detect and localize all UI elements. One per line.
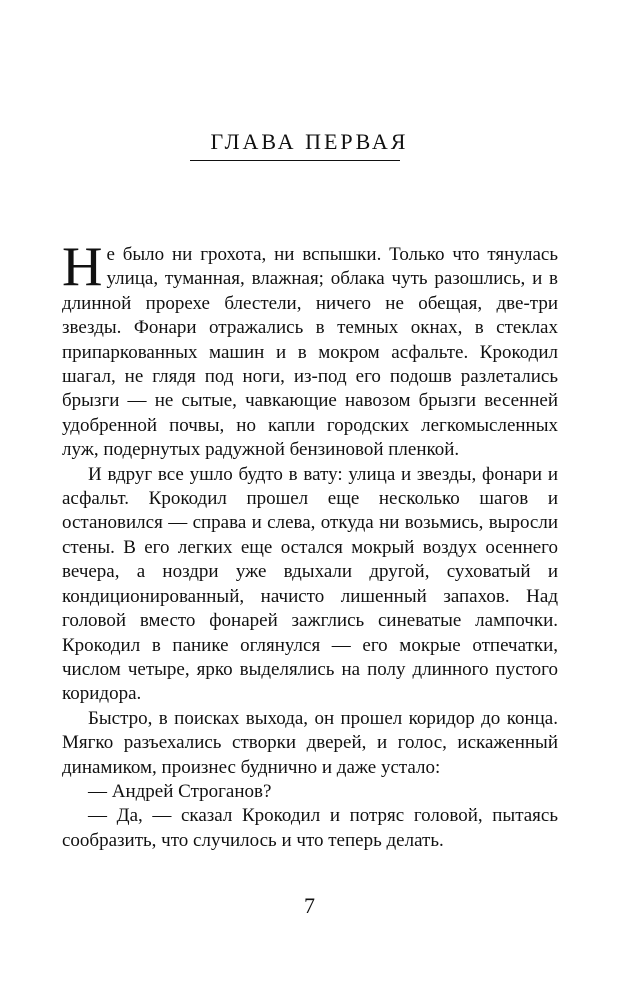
paragraph-1: [62, 236, 558, 463]
paragraph-1-text: е было ни грохота, ни вспышки. Только что тянулась улица, туманная, влажная; облака чуть разошлись, и в длинной прорехе блестели, ничего не обещая, две-три звезды. Фонари отражались в темных окнах, в стеклах припаркованных машин и в мокром асфальте. Крокодил шагал, не глядя под ноги, из-под его подошв разлетались брызги — не сытые, чавкающие навозом брызги весенней удобренной почвы, но капли городских легкомысленных луж, подернутых радужной бензиновой пленкой.: [62, 244, 558, 461]
drop-cap: Н: [62, 236, 103, 298]
page-number: 7: [304, 893, 315, 918]
chapter-body: [62, 236, 558, 853]
dialogue-line-1: — Андрей Строганов?: [88, 780, 272, 802]
dialogue-line-2: — Да, — сказал Крокодил и потряс головой, пытаясь сообразить, что случилось и что теперь делать.: [62, 805, 558, 851]
chapter-title-underline: [190, 160, 400, 161]
chapter-title: ГЛАВА ПЕРВАЯ: [210, 129, 409, 154]
paragraph-3: Быстро, в поисках выхода, он прошел коридор до конца. Мягко разъехались створки дверей, и голос, искаженный динамиком, произнес буднично и даже устало:: [62, 707, 558, 778]
paragraph-2: И вдруг все ушло будто в вату: улица и звезды, фонари и асфальт. Крокодил прошел еще несколько шагов и остановился — справа и слева, откуда ни возьмись, выросли стены. В его легких еще остался мокрый воздух осеннего вечера, а ноздри уже вдыхали другой, суховатый и кондиционированный, начисто лишенный запахов. Над головой вместо фонарей зажглись синеватые лампочки. Крокодил в панике оглянулся — его мокрые отпечатки, числом четыре, ярко выделялись на полу длинного пустого коридора.: [62, 463, 558, 705]
